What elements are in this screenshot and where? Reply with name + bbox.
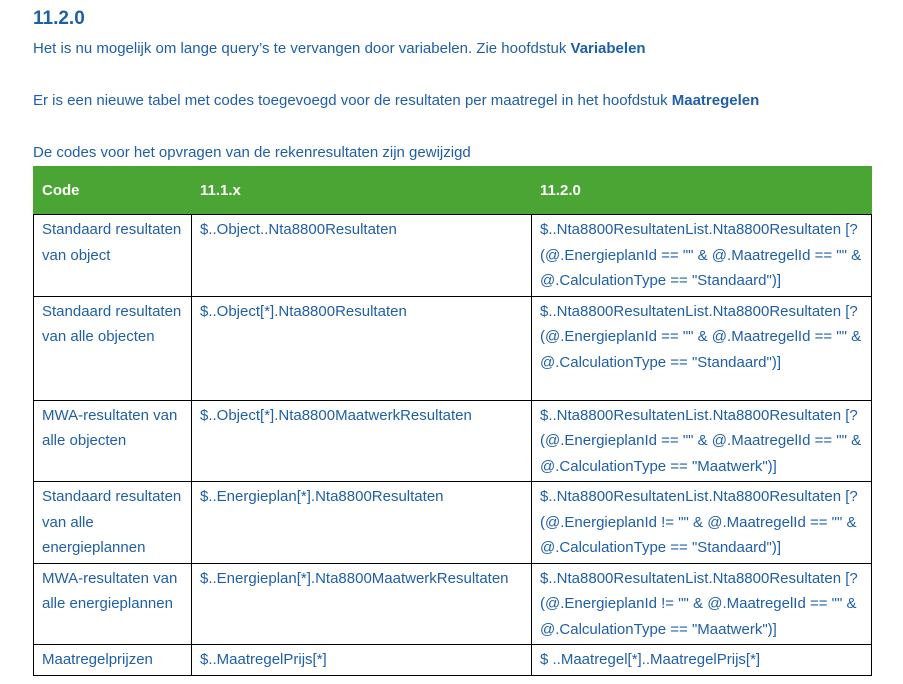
cell-old-query: $..Object[*].Nta8800Resultaten (192, 296, 532, 400)
paragraph-measures-text: Er is een nieuwe tabel met codes toegevoegd voor de resultaten per maatregel in het hoofdstuk (33, 92, 672, 109)
cell-old-query: $..Energieplan[*].Nta8800MaatwerkResultaten (192, 563, 532, 645)
cell-code: Maatregelprijzen (34, 645, 192, 676)
table-row (34, 645, 872, 676)
table-row (34, 400, 872, 482)
cell-new-query: $..Nta8800ResultatenList.Nta8800Resultaten [?(@.EnergieplanId == "" & @.MaatregelId == "" & @.CalculationType == "Standaard")] (532, 215, 872, 297)
cell-new-query: $..Nta8800ResultatenList.Nta8800Resultaten [?(@.EnergieplanId == "" & @.MaatregelId == "" & @.CalculationType == "Standaard")] (532, 296, 872, 400)
link-variabelen[interactable]: Variabelen (570, 40, 646, 57)
cell-code: MWA-resultaten van alle objecten (34, 400, 192, 482)
cell-old-query: $..Object[*].Nta8800MaatwerkResultaten (192, 400, 532, 482)
cell-old-query: $..Object..Nta8800Resultaten (192, 215, 532, 297)
column-header-old-version: 11.1.x (192, 167, 532, 215)
table-row (34, 296, 872, 400)
cell-code: Standaard resultaten van alle objecten (34, 296, 192, 400)
table-row (34, 482, 872, 564)
cell-new-query: $ ..Maatregel[*]..MaatregelPrijs[*] (532, 645, 872, 676)
cell-code: Standaard resultaten van alle energieplannen (34, 482, 192, 564)
cell-old-query: $..MaatregelPrijs[*] (192, 645, 532, 676)
cell-code: MWA-resultaten van alle energieplannen (34, 563, 192, 645)
paragraph-codes-changed: De codes voor het opvragen van de rekenresultaten zijn gewijzigd (33, 144, 471, 161)
paragraph-variables (33, 40, 646, 57)
table-header-row (34, 167, 872, 215)
cell-new-query: $..Nta8800ResultatenList.Nta8800Resultaten [?(@.EnergieplanId != "" & @.MaatregelId == "" & @.CalculationType == "Maatwerk")] (532, 563, 872, 645)
link-maatregelen[interactable]: Maatregelen (671, 92, 760, 109)
cell-old-query: $..Energieplan[*].Nta8800Resultaten (192, 482, 532, 564)
codes-table (33, 166, 872, 676)
paragraph-variables-text: Het is nu mogelijk om lange query’s te vervangen door variabelen. Zie hoofdstuk (33, 40, 571, 57)
column-header-code: Code (34, 167, 192, 215)
column-header-new-version: 11.2.0 (532, 167, 872, 215)
paragraph-measures (33, 92, 759, 109)
cell-new-query: $..Nta8800ResultatenList.Nta8800Resultaten [?(@.EnergieplanId != "" & @.MaatregelId == "" & @.CalculationType == "Standaard")] (532, 482, 872, 564)
version-heading: 11.2.0 (33, 8, 85, 29)
table-row (34, 563, 872, 645)
cell-new-query: $..Nta8800ResultatenList.Nta8800Resultaten [?(@.EnergieplanId == "" & @.MaatregelId == "" & @.CalculationType == "Maatwerk")] (532, 400, 872, 482)
cell-code: Standaard resultaten van object (34, 215, 192, 297)
table-row (34, 215, 872, 297)
